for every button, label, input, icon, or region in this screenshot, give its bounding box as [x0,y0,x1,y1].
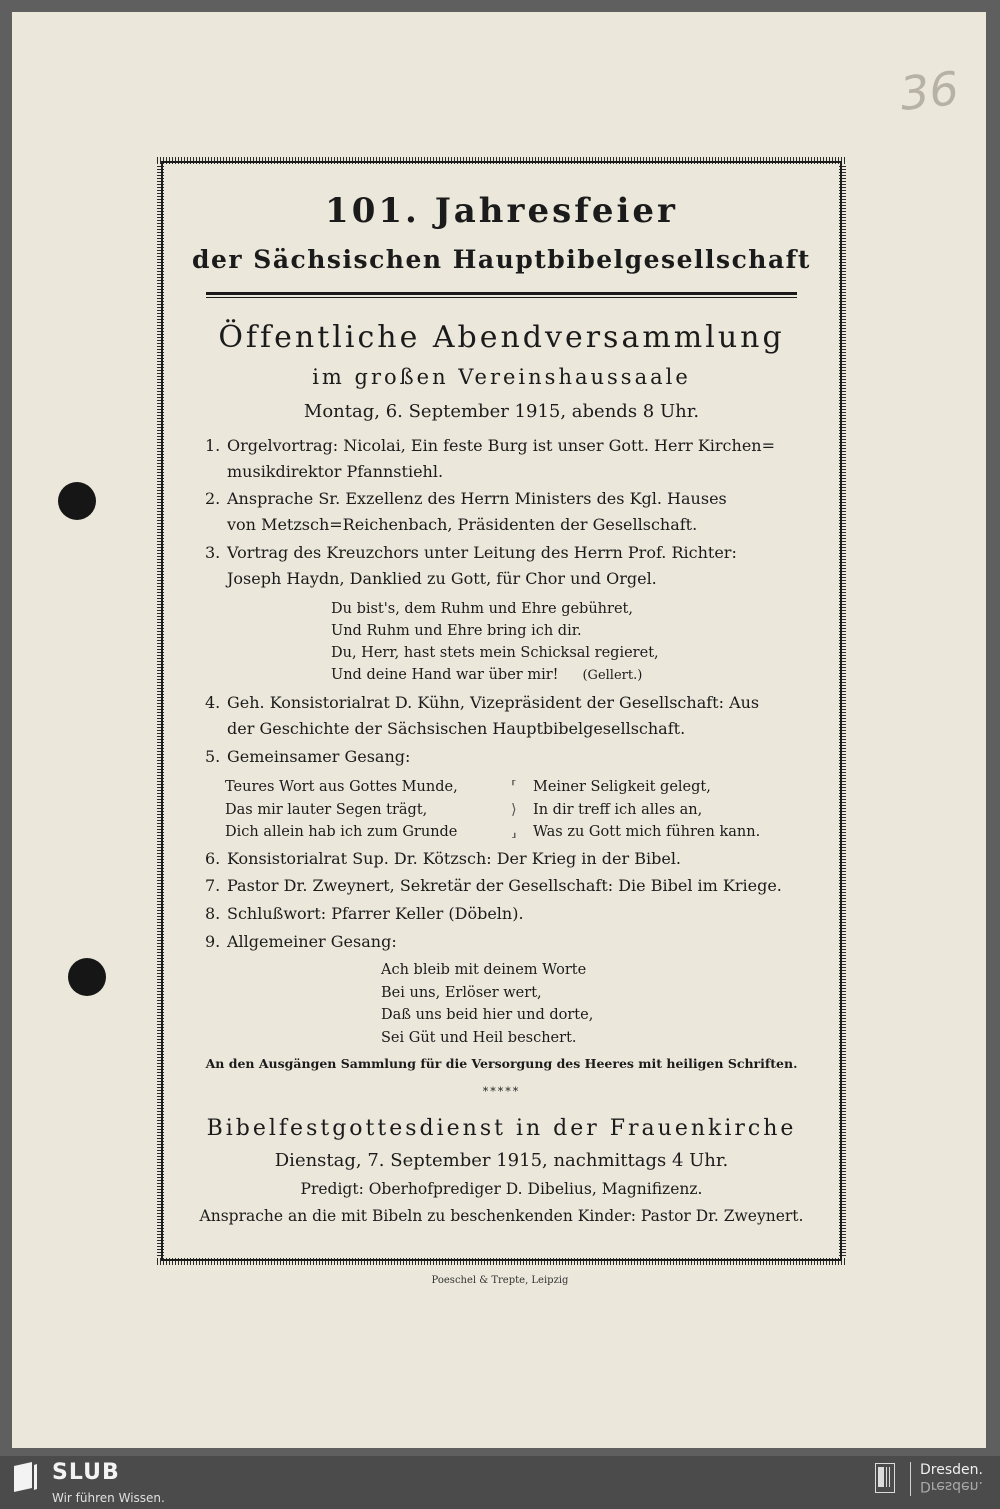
service-heading: Bibelfestgottesdienst in der Frauenkirche [206,1116,797,1141]
program-item-9: 9. Allgemeiner Gesang: [205,932,397,951]
title-line-1: 101. Jahresfeier [325,191,678,231]
punch-hole [68,958,106,996]
separator-stars: ***** [482,1085,521,1098]
dresden-logo-mirror: Dresden. [920,1478,983,1494]
final-verse: Ach bleib mit deinem Worte Bei uns, Erlöser wert, Daß uns beid hier und dorte, Sei Güt und Heil beschert. [381,962,594,1046]
city-crest-icon [875,1463,895,1493]
title-line-2: der Sächsischen Hauptbibelgesellschaft [192,245,811,274]
evening-datetime: Montag, 6. September 1915, abends 8 Uhr. [303,401,700,422]
dresden-logo-text: Dresden. [920,1462,983,1478]
evening-venue: im großen Vereinshaussaale [312,365,691,389]
printer-imprint: Poeschel & Trepte, Leipzig [431,1275,569,1286]
punch-hole [58,482,96,520]
title-rule [206,292,797,298]
service-address: Ansprache an die mit Bibeln zu beschenkenden Kinder: Pastor Dr. Zweynert. [199,1207,804,1225]
program-item-2: 2. Ansprache Sr. Exzellenz des Herrn Ministers des Kgl. Hauses von Metzsch=Reichenbach, Präsidenten der Gesellschaft. [205,489,727,534]
footer-bar [0,1456,1000,1509]
program-item-5: 5. Gemeinsamer Gesang: [205,747,411,766]
program-item-3: 3. Vortrag des Kreuzchors unter Leitung des Herrn Prof. Richter: Joseph Haydn, Danklied zu Gott, für Chor und Orgel. [205,543,737,588]
program-item-1: 1. Orgelvortrag: Nicolai, Ein feste Burg ist unser Gott. Herr Kirchen= musikdirektor Pfannstiehl. [205,436,775,481]
evening-heading: Öffentliche Abendversammlung [218,320,785,355]
slub-tagline: Wir führen Wissen. [52,1491,165,1505]
program-item-4: 4. Geh. Konsistorialrat D. Kühn, Vizepräsident der Gesellschaft: Aus der Geschichte der Sächsischen Hauptbibelgesellschaft. [205,693,760,738]
service-datetime: Dienstag, 7. September 1915, nachmittags 4 Uhr. [274,1150,729,1171]
haydn-verse: Du bist's, dem Ruhm und Ehre gebühret, Und Ruhm und Ehre bring ich dir. Du, Herr, hast stets mein Schicksal regieret, Und deine Hand war über mir! (Gellert.) [331,601,659,683]
hymn-left-column: Teures Wort aus Gottes Munde, Das mir lauter Segen trägt, Dich allein hab ich zum Grunde [225,779,458,840]
footer-divider [910,1462,911,1496]
slub-logo-icon [12,1462,38,1492]
service-sermon: Predigt: Oberhofprediger D. Dibelius, Magnifizenz. [300,1180,703,1198]
program-item-6: 6. Konsistorialrat Sup. Dr. Kötzsch: Der Krieg in der Bibel. [205,849,682,868]
program-item-8: 8. Schlußwort: Pfarrer Keller (Döbeln). [205,904,524,923]
slub-name: SLUB [52,1460,120,1485]
hymn-right-column: Meiner Seligkeit gelegt, In dir treff ich alles an, Was zu Gott mich führen kann. [533,779,761,840]
page-number: 36 [897,61,962,121]
program-card [161,161,842,1261]
program-item-7: 7. Pastor Dr. Zweynert, Sekretär der Gesellschaft: Die Bibel im Kriege. [205,876,782,895]
hymn-brace: ⸢ ⟩ ⸥ [511,779,517,840]
collection-note: An den Ausgängen Sammlung für die Versorgung des Heeres mit heiligen Schriften. [205,1056,798,1071]
